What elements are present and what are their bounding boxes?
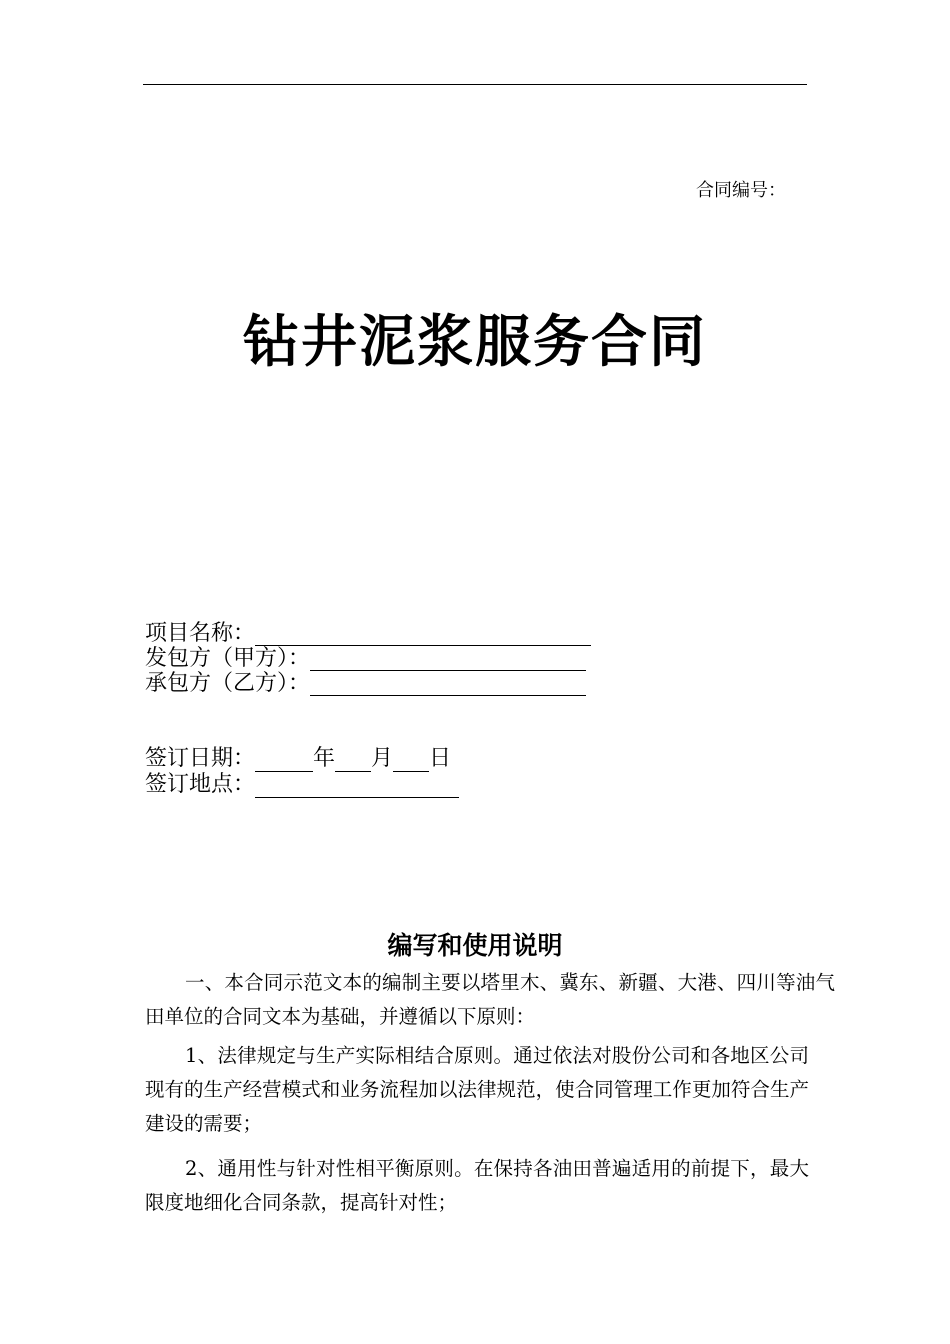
sign-place-row — [145, 772, 459, 798]
sign-date-label: 签订日期： — [145, 746, 256, 771]
instructions-paragraph: 1、法律规定与生产实际相结合原则。通过依法对股份公司和各地区公司现有的生产经营模式和业务流程加以法律规范，使合同管理工作更加符合生产建设的需要； — [145, 1044, 809, 1135]
sign-place-label: 签订地点： — [145, 772, 256, 797]
sign-date-row — [145, 746, 459, 772]
project-name-blank[interactable] — [255, 625, 591, 646]
project-name-row — [145, 621, 591, 646]
party-a-blank[interactable] — [310, 650, 586, 671]
sign-day-blank[interactable] — [393, 751, 429, 772]
month-label: 月 — [371, 746, 394, 771]
project-name-label: 项目名称： — [145, 621, 256, 646]
year-label: 年 — [313, 746, 336, 771]
instructions-title: 编写和使用说明 — [387, 931, 563, 960]
party-b-blank[interactable] — [310, 675, 586, 696]
day-label: 日 — [429, 746, 452, 771]
party-a-row — [145, 646, 591, 671]
contract-fields — [145, 621, 591, 696]
contract-number-label: 合同编号： — [696, 180, 786, 201]
party-b-row — [145, 671, 591, 696]
instructions-paragraph: 2、通用性与针对性相平衡原则。在保持各油田普遍适用的前提下，最大限度地细化合同条款，提高针对性； — [145, 1157, 809, 1214]
party-b-label: 承包方（乙方）： — [145, 671, 311, 696]
party-a-label: 发包方（甲方）： — [145, 646, 311, 671]
sign-place-blank[interactable] — [255, 777, 459, 798]
sign-month-blank[interactable] — [335, 751, 371, 772]
instructions-paragraph: 一、本合同示范文本的编制主要以塔里木、冀东、新疆、大港、四川等油气田单位的合同文本为基础，并遵循以下原则： — [145, 971, 835, 1028]
header-rule — [143, 84, 807, 85]
document-title: 钻井泥浆服务合同 — [243, 310, 707, 375]
sign-year-blank[interactable] — [255, 751, 313, 772]
signing-fields — [145, 746, 459, 798]
